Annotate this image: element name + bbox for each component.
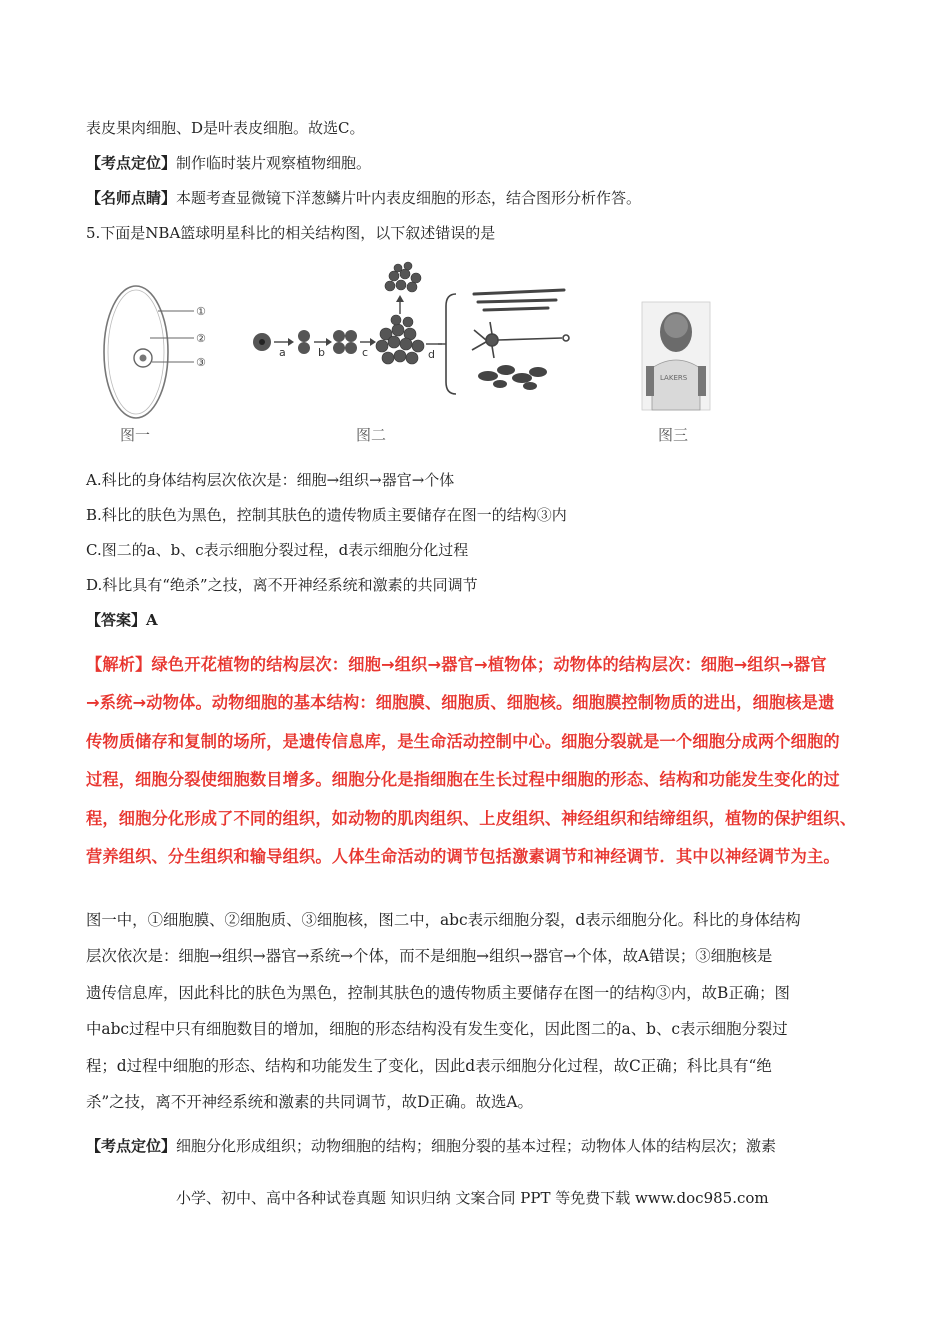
footer: 小学、初中、高中各种试卷真题 知识归纳 文案合同 PPT 等免费下载 www.doc985.com <box>176 1189 769 1207</box>
question-5: 5.下面是NBA篮球明星科比的相关结构图，以下叙述错误的是 <box>86 224 496 242</box>
analysis-block <box>86 646 876 876</box>
option-b: B.科比的肤色为黑色，控制其肤色的遗传物质主要储存在图一的结构③内 <box>86 506 567 524</box>
explanation-line: 图一中，①细胞膜、②细胞质、③细胞核，图二中，abc表示细胞分裂，d表示细胞分化。科比的身体结构 <box>86 911 801 929</box>
mark-3: ③ <box>196 356 206 369</box>
mingshi-line <box>86 188 641 208</box>
mingshi-tag: 【名师点睛】 <box>86 189 177 207</box>
step-c: c <box>362 346 369 359</box>
kaodian-tag: 【考点定位】 <box>86 154 177 172</box>
jersey-text: LAKERS <box>660 374 688 382</box>
step-b: b <box>318 346 325 359</box>
answer: 【答案】A <box>86 611 158 629</box>
step-d: d <box>428 348 435 361</box>
fig1-label: 图一 <box>120 426 151 444</box>
text-line-1: 表皮果肉细胞、D是叶表皮细胞。故选C。 <box>86 119 365 137</box>
analysis-line: →系统→动物体。动物细胞的基本结构：细胞膜、细胞质、细胞核。细胞膜控制物质的进出，细胞核是遗 <box>86 693 835 713</box>
analysis-line: 过程，细胞分裂使细胞数目增多。细胞分化是指细胞在生长过程中细胞的形态、结构和功能发生变化的过 <box>86 770 840 790</box>
explanation-line: 程；d过程中细胞的形态、结构和功能发生了变化，因此d表示细胞分化过程，故C正确；科比具有“绝 <box>86 1056 772 1075</box>
figure-area <box>86 260 746 450</box>
kaodian2-text: 细胞分化形成组织；动物细胞的结构；细胞分裂的基本过程；动物体人体的结构层次；激素 <box>176 1137 777 1155</box>
explanation-line: 中abc过程中只有细胞数目的增加，细胞的形态结构没有发生变化，因此图二的a、b、c表示细胞分裂过 <box>86 1020 788 1039</box>
fig3-player-photo <box>642 302 710 410</box>
mingshi-text: 本题考查显微镜下洋葱鳞片叶内表皮细胞的形态，结合图形分析作答。 <box>176 189 642 207</box>
option-c: C.图二的a、b、c表示细胞分裂过程，d表示细胞分化过程 <box>86 541 469 559</box>
fig3-label: 图三 <box>658 426 689 444</box>
mark-1: ① <box>196 305 206 318</box>
kaodian-line-2 <box>86 1136 776 1156</box>
fig2-label: 图二 <box>356 426 387 444</box>
option-d: D.科比具有“绝杀”之技，离不开神经系统和激素的共同调节 <box>86 576 478 594</box>
mark-2: ② <box>196 332 206 345</box>
kaodian-line <box>86 153 371 173</box>
option-a: A.科比的身体结构层次依次是：细胞→组织→器官→个体 <box>86 471 455 489</box>
kaodian-text: 制作临时装片观察植物细胞。 <box>176 154 372 172</box>
step-a: a <box>279 346 286 359</box>
fig1-cell-diagram <box>104 286 206 418</box>
analysis-line: 程，细胞分化形成了不同的组织，如动物的肌肉组织、上皮组织、神经组织和结缔组织，植物的保护组织、 <box>86 808 857 828</box>
analysis-line: 传物质储存和复制的场所，是遗传信息库，是生命活动控制中心。细胞分裂就是一个细胞分成两个细胞的 <box>86 731 840 751</box>
explanation-line: 杀”之技，离不开神经系统和激素的共同调节，故D正确。故选A。 <box>86 1093 533 1112</box>
explanation-line: 遗传信息库，因此科比的肤色为黑色，控制其肤色的遗传物质主要储存在图一的结构③内，故B正确；图 <box>86 983 790 1002</box>
fig2-division-diagram <box>253 262 569 394</box>
kaodian2-tag: 【考点定位】 <box>86 1137 177 1155</box>
explanation-block <box>86 902 876 1120</box>
analysis-line: 【解析】绿色开花植物的结构层次：细胞→组织→器官→植物体；动物体的结构层次：细胞→组织→器官 <box>86 655 827 674</box>
explanation-line: 层次依次是：细胞→组织→器官→系统→个体，而不是细胞→组织→器官→个体，故A错误；③细胞核是 <box>86 947 773 966</box>
analysis-line: 营养组织、分生组织和输导组织。人体生命活动的调节包括激素调节和神经调节．其中以神经调节为主。 <box>86 847 840 867</box>
